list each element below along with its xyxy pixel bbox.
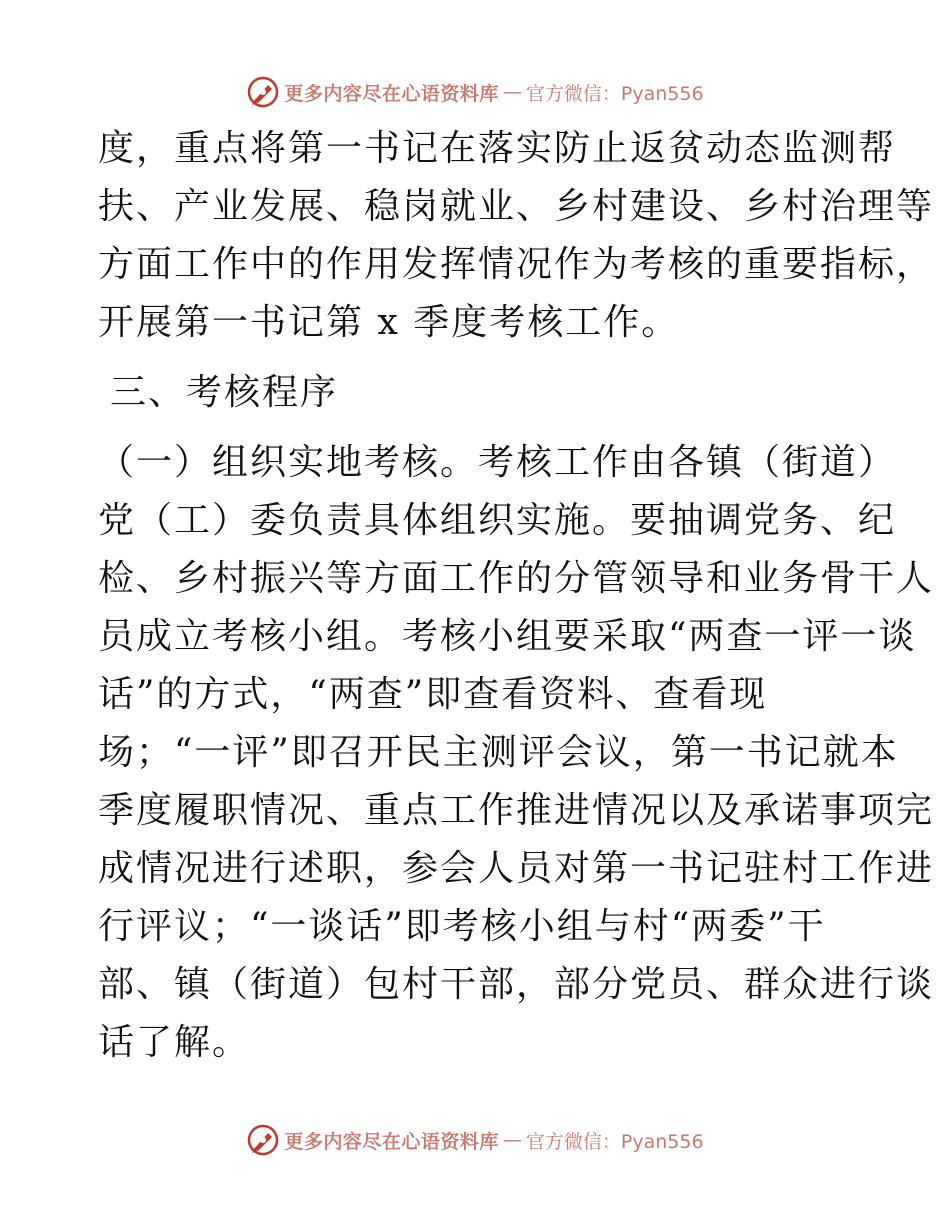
text-line: 部、镇（街道）包村干部，部分党员、群众进行谈 (98, 964, 935, 1005)
watermark-site-text: 更多内容尽在心语资料库 (284, 82, 499, 105)
watermark-separator: — (502, 1129, 522, 1151)
text-line: 话了解。 (98, 1022, 251, 1063)
text-line: 场；“一评”即召开民主测评会议，第一书记就本 (98, 732, 899, 773)
header-watermark (0, 72, 950, 112)
paragraph-1 (98, 120, 935, 352)
text-line: （一）组织实地考核。考核工作由各镇（街道） (98, 442, 897, 483)
watermark-separator: — (502, 81, 522, 103)
document-body (98, 120, 935, 1072)
text-line: 扶、产业发展、稳岗就业、乡村建设、乡村治理等 (98, 186, 935, 227)
watermark-wechat-text: 官方微信：Pyan556 (525, 1130, 704, 1153)
footer-watermark (0, 1120, 950, 1160)
text-line: 季度履职情况、重点工作推进情况以及承诺事项完 (98, 790, 935, 831)
text-line: 开展第一书记第 x 季度考核工作。 (98, 302, 680, 343)
text-line: 成情况进行述职，参会人员对第一书记驻村工作进 (98, 848, 935, 889)
text-line: 度，重点将第一书记在落实防止返贫动态监测帮 (98, 128, 897, 169)
watermark-wechat-text: 官方微信：Pyan556 (525, 82, 704, 105)
text-line: 方面工作中的作用发挥情况作为考核的重要指标， (98, 244, 935, 285)
watermark-site-text: 更多内容尽在心语资料库 (284, 1130, 499, 1153)
pen-logo-icon (246, 1123, 280, 1157)
text-line: 行评议；“一谈话”即考核小组与村“两委”干 (98, 906, 826, 947)
paragraph-2 (98, 434, 935, 1072)
text-line: 检、乡村振兴等方面工作的分管领导和业务骨干人 (98, 558, 935, 599)
text-line: 员成立考核小组。考核小组要采取“两查一评一谈 (98, 616, 917, 657)
section-heading: 三、考核程序 (110, 372, 339, 413)
pen-logo-icon (246, 75, 280, 109)
text-line: 党（工）委负责具体组织实施。要抽调党务、纪 (98, 500, 897, 541)
text-line: 话”的方式，“两查”即查看资料、查看现 (98, 674, 768, 715)
